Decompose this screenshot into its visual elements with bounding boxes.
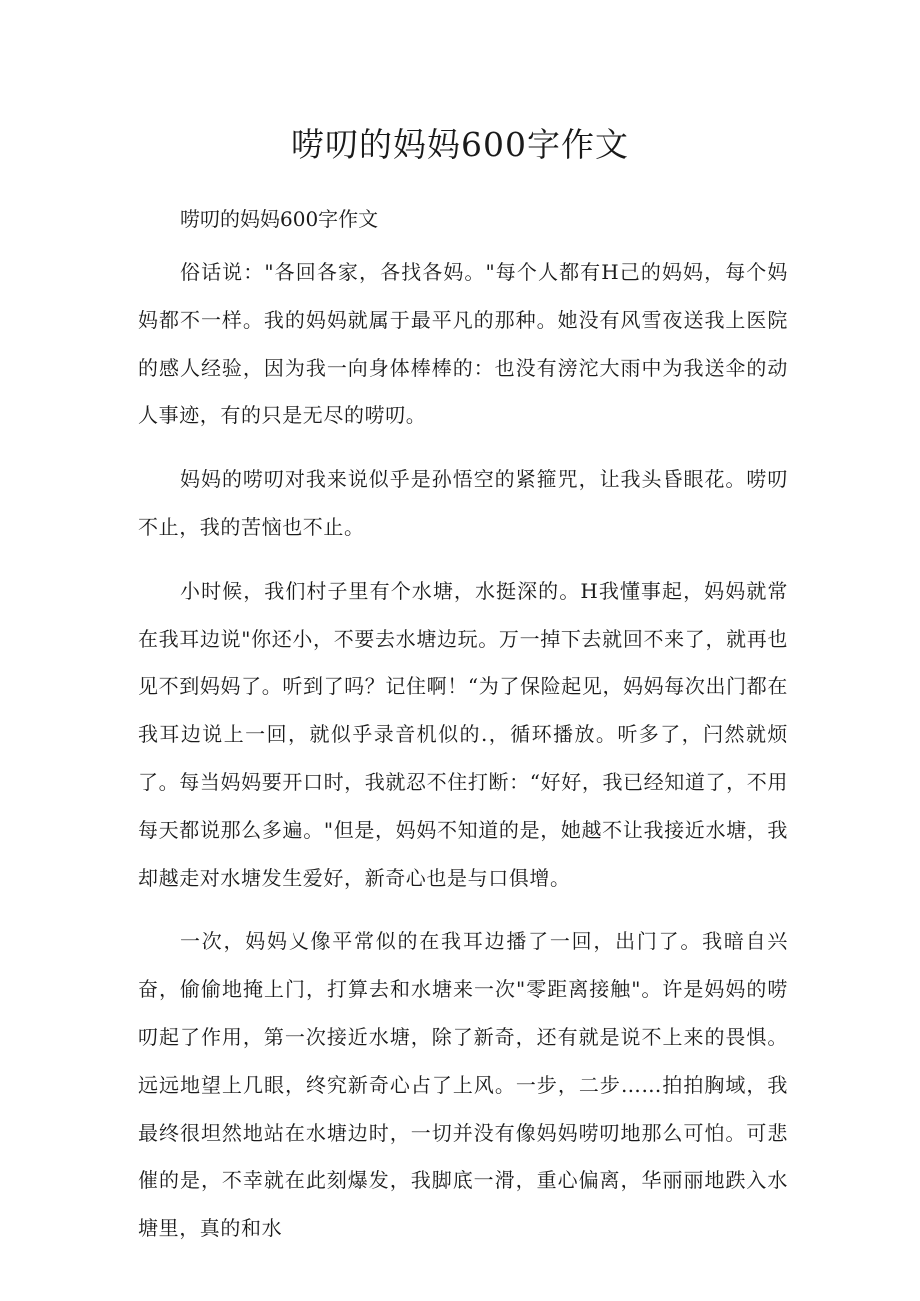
paragraph: 俗话说："各回各家，各找各妈。"每个人都有H己的妈妈，每个妈妈都不一样。我的妈妈就属于最平凡的那种。她没有风雪夜送我上医院的感人经验，因为我一向身体棒棒的：也没有滂沱大雨中为我送伞的动人事迹，有的只是无尽的唠叨。 xyxy=(138,260,788,428)
paragraph: 小时候，我们村子里有个水塘，水挺深的。H我懂事起，妈妈就常在我耳边说"你还小，不要去水塘边玩。万一掉下去就回不来了，就再也见不到妈妈了。听到了吗？记住啊！“为了保险起见，妈妈每次出门都在我耳边说上一回，就似乎录音机似的.，循环播放。听多了，闩然就烦了。每当妈妈要开口时，我就忍不住打断：“好好，我已经知道了，不用每天都说那么多遍。"但是，妈妈不知道的是，她越不让我接近水塘，我却越走对水塘发生爱好，新奇心也是与口俱增。 xyxy=(138,578,788,890)
paragraph: 妈妈的唠叨对我来说似乎是孙悟空的紧箍咒，让我头昏眼花。唠叨不止，我的苦恼也不止。 xyxy=(138,467,788,539)
document-body xyxy=(138,249,788,1269)
document-title: 唠叨的妈妈600字作文 xyxy=(291,125,629,164)
paragraph: 一次，妈妈乂像平常似的在我耳边播了一回，出门了。我暗自兴奋，偷偷地掩上门，打算去和水塘来一次"零距离接触"。许是妈妈的唠叨起了作用，第一次接近水塘，除了新奇，还有就是说不上来的畏惧。远远地望上几眼，终究新奇心占了上风。一步，二步……拍拍胸域，我最终很坦然地站在水塘边时，一切并没有像妈妈唠叨地那么可怕。可悲催的是，不幸就在此刻爆发，我脚底一滑，重心偏离，华丽丽地跌入水塘里，真的和水 xyxy=(138,929,788,1241)
document-subtitle: 唠叨的妈妈600字作文 xyxy=(180,207,379,231)
